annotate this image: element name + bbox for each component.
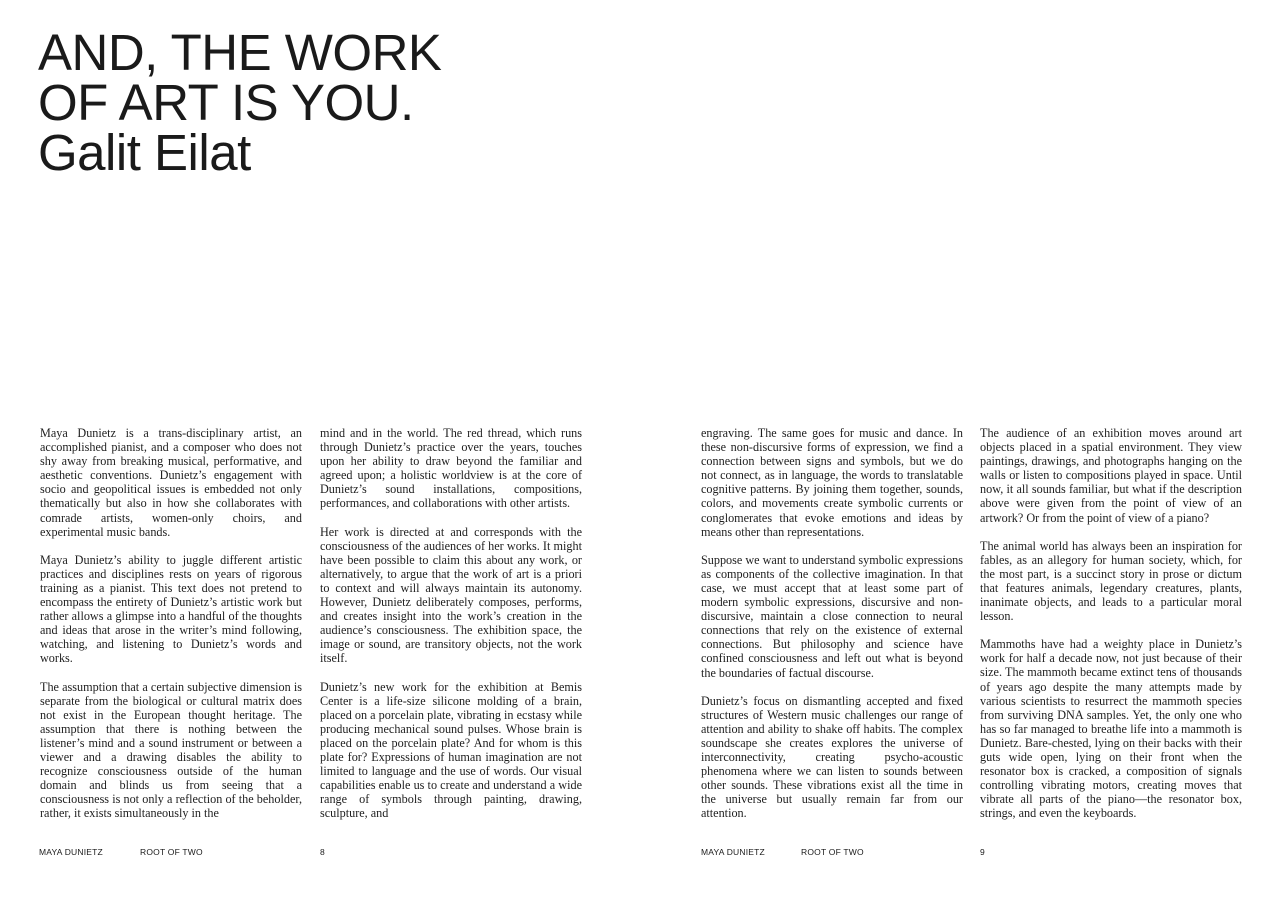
footer-right-exhibition: ROOT OF TWO — [801, 847, 864, 857]
paragraph: Her work is directed at and corresponds with the consciousness of the audiences of her works. It might have been possible to claim this about any work, or alternatively, to argue that the work of art is a priori to context and will always maintain its autonomy. However, Dunietz deliberately composes, performs, and creates insight into the work’s creation in the audience’s consciousness. The exhibition space, the image or sound, are transitory objects, not the work itself. — [320, 524, 582, 666]
text-column-3 — [701, 426, 963, 820]
paragraph: Maya Dunietz is a trans-disciplinary artist, an accomplished pianist, and a composer who does not shy away from breaking musical, performative, and aesthetic conventions. Dunietz’s engagement with socio and geopolitical issues is embedded not only thematically but also in how she collaborates with comrade artists, women-only choirs, and experimental music bands. — [40, 426, 302, 539]
paragraph: The audience of an exhibition moves around art objects placed in a spatial environment. They view paintings, drawings, and photographs hanging on the walls or listen to compositions played in space. Until now, it all sounds familiar, but what if the description above were given from the point of view of an artwork? Or from the point of view of a piano? — [980, 426, 1242, 525]
paragraph: Suppose we want to understand symbolic expressions as components of the collective imagination. In that case, we must accept that at least some part of modern symbolic expressions, discursive and non-discursive, maintain a close connection to neural connections that rely on the existence of external connections. But philosophy and science have confined consciousness and left out what is beyond the boundaries of factual discourse. — [701, 552, 963, 680]
footer-right-artist: MAYA DUNIETZ — [701, 847, 765, 857]
title-author: Galit Eilat — [38, 124, 251, 181]
footer-left-artist: MAYA DUNIETZ — [39, 847, 103, 857]
paragraph: Dunietz’s focus on dismantling accepted and fixed structures of Western music challenges our range of attention and ability to shake off habits. The complex soundscape she creates explores the universe of interconnectivity, creating psycho-acoustic phenomena where we can listen to sounds between other sounds. These vibrations exist all the time in the universe but usually remain far from our attention. — [701, 693, 963, 821]
paragraph: Mammoths have had a weighty place in Dunietz’s work for half a decade now, not just because of their size. The mammoth became extinct tens of thousands of years ago despite the many attempts made by various scientists to resurrect the mammoth species from surviving DNA samples. Yet, the only one who has so far managed to breathe life into a mammoth is Dunietz. Bare-chested, lying on their backs with their guts wide open, lying on their front when the resonator box is cracked, a composition of signals controlling vibrating motors, creating moves that vibrate all parts of the piano—the resonator box, strings, and even the keyboards. — [980, 637, 1242, 821]
footer-right-page-number: 9 — [980, 847, 985, 857]
footer-left-page-number: 8 — [320, 847, 325, 857]
paragraph: Maya Dunietz’s ability to juggle different artistic practices and disciplines rests on years of rigorous training as a pianist. This text does not pretend to encompass the entirety of Dunietz’s artistic work but rather allows a glimpse into a handful of the thoughts and ideas that arose in the writer’s mind following, watching, and listening to Dunietz’s words and works. — [40, 552, 302, 666]
text-column-4 — [980, 426, 1242, 820]
article-title — [38, 24, 442, 181]
paragraph: engraving. The same goes for music and dance. In these non-discursive forms of expression, we find a connection between signs and symbols, but we do not connect, as in language, the words to translatable cognitive patterns. By joining them together, sounds, colors, and movements create symbolic currents or conglomerates that evoke emotions and ideas by means other than representations. — [701, 426, 963, 539]
title-line-1: AND, THE WORK — [38, 24, 442, 81]
text-column-1 — [40, 426, 302, 820]
paragraph: The animal world has always been an inspiration for fables, as an allegory for human society, which, for the most part, is a succinct story in prose or dictum that features animals, legendary creatures, plants, inanimate objects, and leads to a particular moral lesson. — [980, 538, 1242, 624]
paragraph: The assumption that a certain subjective dimension is separate from the biological or cultural matrix does not exist in the European thought heritage. The assumption that there is nothing between the listener’s mind and a sound instrument or between a viewer and a drawing disables the ability to recognize consciousness outside of the human domain and blinds us from seeing that a consciousness is not only a reflection of the beholder, rather, it exists simultaneously in the — [40, 679, 302, 821]
footer-left-exhibition: ROOT OF TWO — [140, 847, 203, 857]
text-column-2 — [320, 426, 582, 820]
paragraph: mind and in the world. The red thread, which runs through Dunietz’s practice over the years, touches upon her ability to draw beyond the familiar and agreed upon; a holistic worldview is at the core of Dunietz’s sound installations, compositions, performances, and collaborations with other artists. — [320, 426, 582, 511]
title-line-2: OF ART IS YOU. — [38, 74, 414, 131]
paragraph: Dunietz’s new work for the exhibition at Bemis Center is a life-size silicone molding of a brain, placed on a porcelain plate, vibrating in ecstasy while producing mechanical sound pulses. Whose brain is placed on the porcelain plate? And for whom is this plate for? Expressions of human imagination are not limited to language and the use of words. Our visual capabilities enable us to create and understand a wide range of symbols through painting, drawing, sculpture, and — [320, 679, 582, 821]
